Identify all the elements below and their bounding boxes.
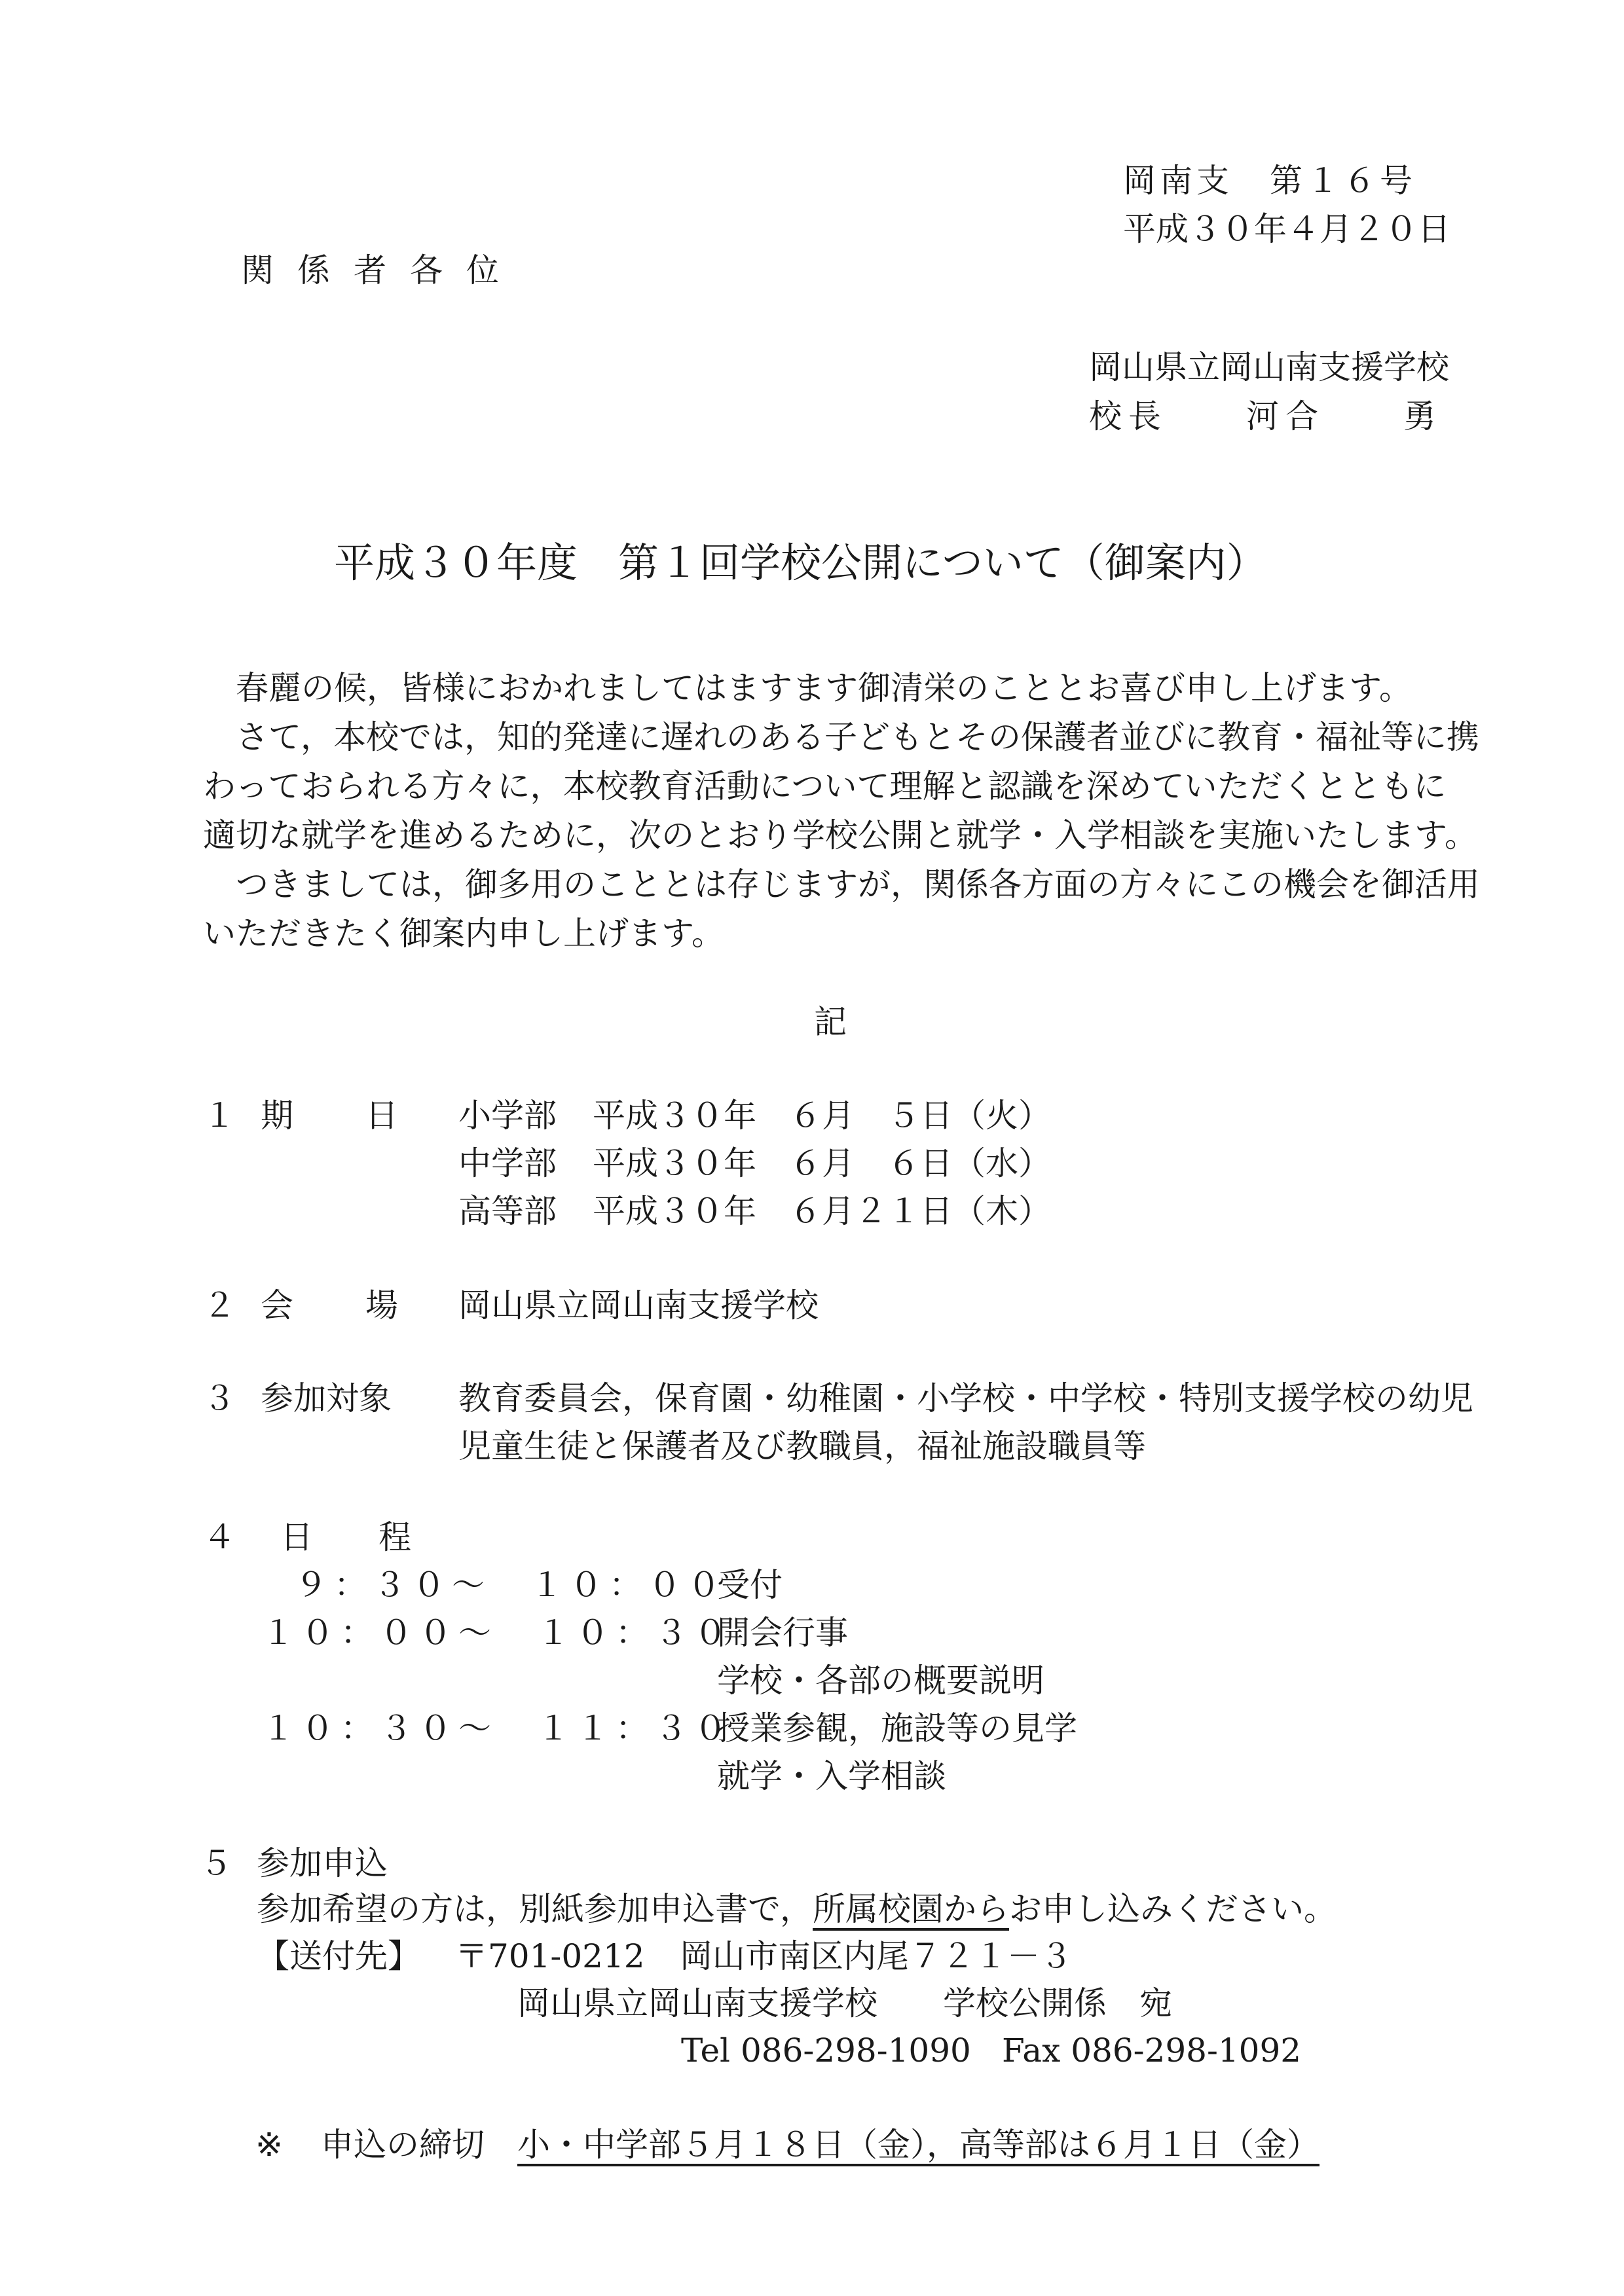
body-paragraph-2-line-1: さて，本校では，知的発達に遅れのある子どもとその保護者並びに教育・福祉等に携 bbox=[236, 718, 1479, 756]
body-paragraph-3-line-1: つきましては，御多用のこととは存じますが，関係各方面の方々にこの機会を御活用 bbox=[236, 866, 1480, 903]
schedule-item-4: 授業参観，施設等の見学 bbox=[717, 1709, 1077, 1747]
deadline-mark: ※ bbox=[255, 2126, 283, 2164]
doc-number: 岡南支 第１６号 bbox=[1123, 162, 1416, 200]
section-1-date-3: 平成３０年 ６月２１日（木） bbox=[593, 1192, 1051, 1230]
body-paragraph-3-line-2: いただきたく御案内申し上げます。 bbox=[203, 915, 724, 953]
address: 岡山市南区内尾７２１－３ bbox=[680, 1937, 1073, 1975]
section-3-number: ３ bbox=[203, 1379, 236, 1417]
section-3-line-2: 児童生徒と保護者及び教職員，福祉施設職員等 bbox=[458, 1427, 1146, 1465]
section-2-label: 会場 bbox=[261, 1286, 470, 1324]
section-1-number: １ bbox=[203, 1097, 236, 1135]
doc-date: 平成３０年４月２０日 bbox=[1123, 210, 1450, 248]
section-4-label: 日程 bbox=[280, 1518, 477, 1556]
section-1-date-2: 平成３０年 ６月 ６日（水） bbox=[593, 1144, 1051, 1182]
section-2-venue: 岡山県立岡山南支援学校 bbox=[458, 1286, 819, 1324]
document-title: 平成３０年度 第１回学校公開について（御案内） bbox=[334, 539, 1267, 587]
body-paragraph-2-line-2: わっておられる方々に，本校教育活動について理解と認識を深めていただくとともに bbox=[203, 767, 1447, 805]
section-5-number: ５ bbox=[200, 1844, 232, 1882]
section-1-dept-3: 高等部 bbox=[458, 1192, 557, 1230]
body-paragraph-2-line-3: 適切な就学を進めるために，次のとおり学校公開と就学・入学相談を実施いたします。 bbox=[203, 816, 1477, 854]
schedule-time-2: １０：００～ １０：３０ bbox=[262, 1614, 733, 1652]
section-4-number: ４ bbox=[203, 1518, 236, 1556]
fax-number: Fax 086-298-1092 bbox=[1002, 2032, 1302, 2069]
application-text-post: お申し込みください。 bbox=[1009, 1890, 1337, 1928]
schedule-time-3: １０：３０～ １１：３０ bbox=[262, 1709, 733, 1747]
schedule-time-1: ９：３０～ １０：００ bbox=[295, 1566, 727, 1604]
section-3-line-1: 教育委員会，保育園・幼稚園・小学校・中学校・特別支援学校の幼児 bbox=[458, 1379, 1473, 1417]
postal-code: 〒701-0212 bbox=[455, 1937, 645, 1975]
schedule-item-3: 学校・各部の概要説明 bbox=[717, 1662, 1044, 1700]
schedule-item-5: 就学・入学相談 bbox=[717, 1757, 946, 1795]
section-5-label: 参加申込 bbox=[257, 1844, 388, 1882]
section-1-label: 期日 bbox=[261, 1097, 470, 1135]
deadline-value: 小・中学部５月１８日（金），高等部は６月１日（金） bbox=[517, 2126, 1320, 2164]
sender-principal: 校長 河合 勇 bbox=[1089, 397, 1443, 435]
schedule-item-2: 開会行事 bbox=[717, 1614, 848, 1652]
addressee: 関係者各位 bbox=[241, 251, 523, 289]
section-2-number: ２ bbox=[203, 1286, 236, 1324]
send-label: 【送付先】 bbox=[257, 1937, 420, 1975]
section-1-dept-2: 中学部 bbox=[458, 1144, 557, 1182]
section-1-dept-1: 小学部 bbox=[458, 1097, 557, 1135]
application-text-underlined: 所属校園から bbox=[813, 1890, 1009, 1928]
recipient: 岡山県立岡山南支援学校 学校公開係 宛 bbox=[517, 1984, 1172, 2022]
section-1-date-1: 平成３０年 ６月 ５日（火） bbox=[593, 1097, 1051, 1135]
tel-number: Tel 086-298-1090 bbox=[681, 2032, 971, 2069]
ki-heading: 記 bbox=[814, 1003, 847, 1041]
schedule-item-1: 受付 bbox=[717, 1566, 783, 1604]
sender-school: 岡山県立岡山南支援学校 bbox=[1089, 348, 1449, 386]
section-3-label: 参加対象 bbox=[261, 1379, 392, 1417]
application-text-pre: 参加希望の方は，別紙参加申込書で， bbox=[257, 1890, 813, 1928]
deadline-label: 申込の締切 bbox=[321, 2126, 485, 2164]
body-paragraph-1: 春麗の候，皆様におかれましてはますます御清栄のこととお喜び申し上げます。 bbox=[236, 669, 1412, 707]
application-instruction bbox=[257, 1886, 1337, 1933]
